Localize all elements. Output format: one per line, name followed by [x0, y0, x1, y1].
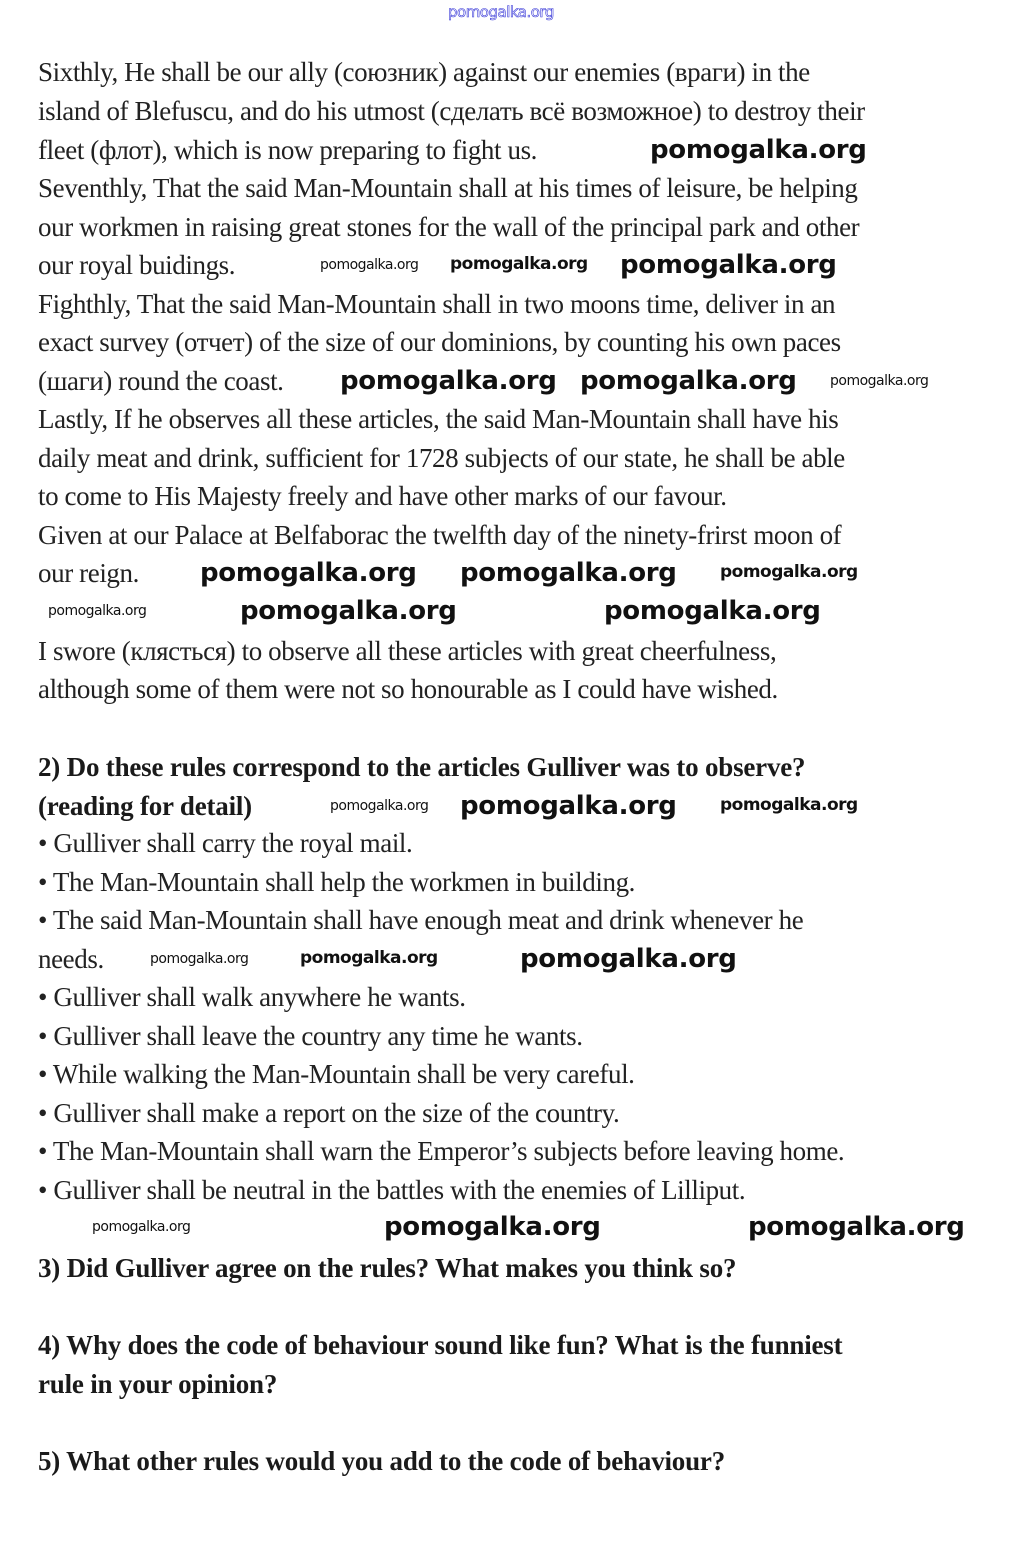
watermark: pomogalka.org: [48, 603, 147, 619]
watermark: pomogalka.org: [320, 257, 419, 273]
text-line: I swore (клясться) to observe all these articles with great cheerfulness,: [38, 636, 777, 666]
watermark: pomogalka.org: [720, 795, 858, 815]
header-watermark: pomogalka.org: [448, 3, 554, 21]
watermark: pomogalka.org: [604, 596, 821, 626]
watermark: pomogalka.org: [460, 558, 677, 588]
text-line: fleet (флот), which is now preparing to fight us.: [38, 135, 538, 165]
rule-item: • Gulliver shall leave the country any time he wants.: [38, 1021, 583, 1051]
watermark: pomogalka.org: [830, 373, 929, 389]
text-line: Sixthly, He shall be our ally (союзник) against our enemies (враги) in the: [38, 57, 810, 87]
rule-item: • The Man-Mountain shall help the workmen in building.: [38, 867, 636, 897]
text-line: daily meat and drink, sufficient for 1728 subjects of our state, he shall be able: [38, 443, 845, 473]
text-line: Lastly, If he observes all these articles, the said Man-Mountain shall have his: [38, 404, 839, 434]
watermark: pomogalka.org: [580, 366, 797, 396]
watermark: pomogalka.org: [460, 791, 677, 821]
watermark: pomogalka.org: [300, 948, 438, 968]
watermark: pomogalka.org: [330, 798, 429, 814]
text-line: Seventhly, That the said Man-Mountain shall at his times of leisure, be helping: [38, 173, 858, 203]
watermark: pomogalka.org: [720, 562, 858, 582]
text-line: exact survey (отчет) of the size of our dominions, by counting his own paces: [38, 327, 841, 357]
watermark: pomogalka.org: [200, 558, 417, 588]
question-3: 3) Did Gulliver agree on the rules? What makes you think so?: [38, 1253, 737, 1283]
watermark: pomogalka.org: [650, 135, 867, 165]
question-4-line1: 4) Why does the code of behaviour sound like fun? What is the funniest: [38, 1330, 843, 1360]
question-5: 5) What other rules would you add to the code of behaviour?: [38, 1446, 725, 1476]
text-line: Fighthly, That the said Man-Mountain shall in two moons time, deliver in an: [38, 289, 836, 319]
rule-item: • The Man-Mountain shall warn the Emperor’s subjects before leaving home.: [38, 1136, 845, 1166]
rule-item: • Gulliver shall make a report on the size of the country.: [38, 1098, 620, 1128]
watermark: pomogalka.org: [620, 250, 837, 280]
watermark: pomogalka.org: [384, 1212, 601, 1242]
rule-item: • Gulliver shall carry the royal mail.: [38, 828, 413, 858]
text-line: although some of them were not so honourable as I could have wished.: [38, 674, 778, 704]
watermark: pomogalka.org: [450, 254, 588, 274]
rule-item: • The said Man-Mountain shall have enough meat and drink whenever he: [38, 905, 804, 935]
text-line: our royal buidings.: [38, 250, 236, 280]
watermark: pomogalka.org: [748, 1212, 965, 1242]
text-line: (шаги) round the coast.: [38, 366, 284, 396]
rule-item: • While walking the Man-Mountain shall be very careful.: [38, 1059, 635, 1089]
text-line: our reign.: [38, 558, 139, 588]
rule-item: • Gulliver shall be neutral in the battles with the enemies of Lilliput.: [38, 1175, 746, 1205]
watermark: pomogalka.org: [340, 366, 557, 396]
text-line: to come to His Majesty freely and have other marks of our favour.: [38, 481, 727, 511]
question-2-title: 2) Do these rules correspond to the articles Gulliver was to observe?: [38, 752, 806, 782]
rule-item: needs.: [38, 944, 104, 974]
question-2-subtitle: (reading for detail): [38, 791, 252, 821]
watermark: pomogalka.org: [240, 596, 457, 626]
rule-item: • Gulliver shall walk anywhere he wants.: [38, 982, 466, 1012]
watermark: pomogalka.org: [150, 951, 249, 967]
text-line: our workmen in raising great stones for the wall of the principal park and other: [38, 212, 860, 242]
text-line: island of Blefuscu, and do his utmost (сделать всё возможное) to destroy their: [38, 96, 865, 126]
text-line: Given at our Palace at Belfaborac the twelfth day of the ninety-frirst moon of: [38, 520, 842, 550]
question-4-line2: rule in your opinion?: [38, 1369, 278, 1399]
watermark: pomogalka.org: [92, 1219, 191, 1235]
watermark: pomogalka.org: [520, 944, 737, 974]
